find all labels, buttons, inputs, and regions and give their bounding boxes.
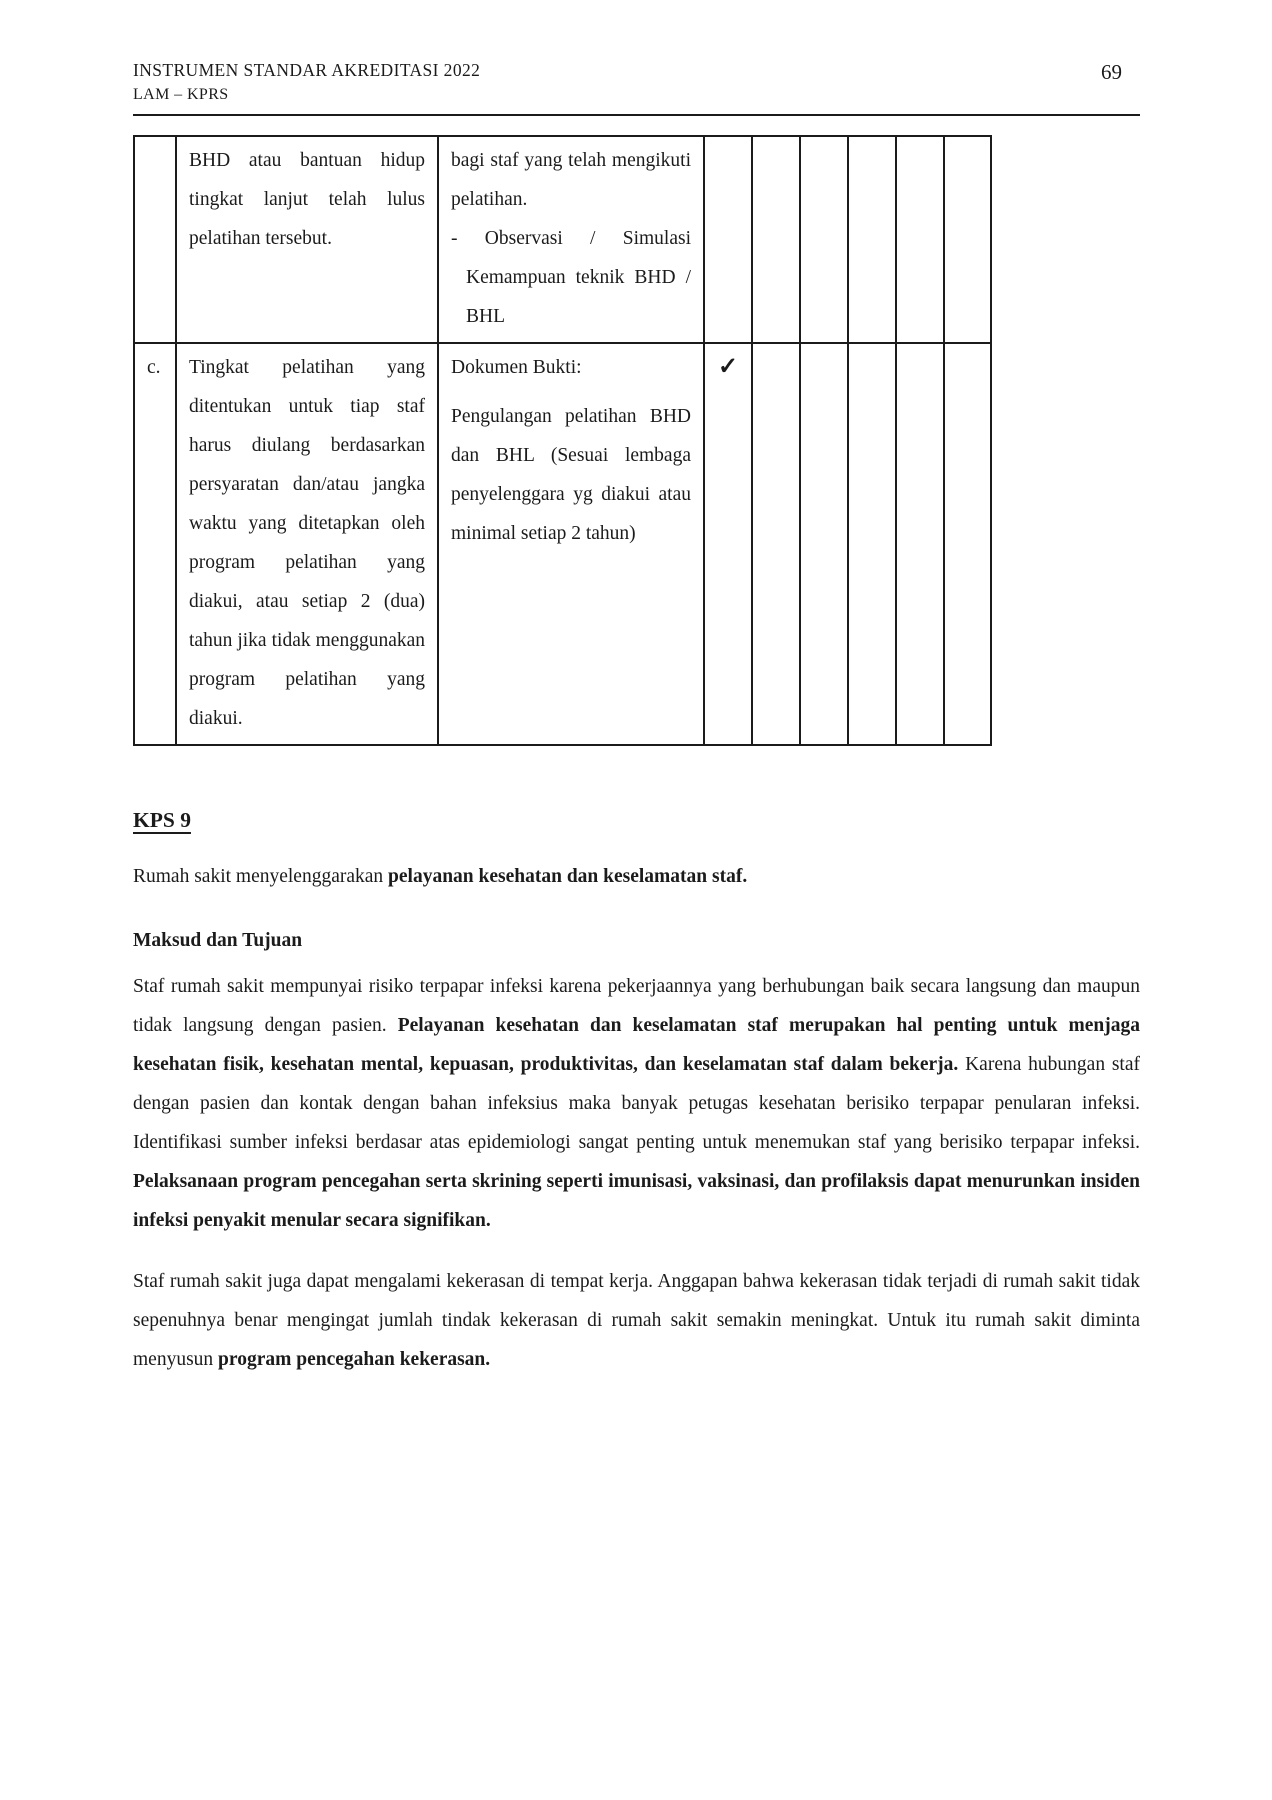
item-letter-cell (134, 136, 176, 343)
score-cell (944, 136, 991, 343)
document-title: INSTRUMEN STANDAR AKREDITASI 2022 (133, 60, 481, 80)
page-header (133, 60, 1140, 116)
score-cell (704, 343, 752, 745)
standard-statement: Rumah sakit menyelenggarakan pelayanan kesehatan dan keselamatan staf. (133, 866, 748, 887)
body-paragraph: Staf rumah sakit juga dapat mengalami kekerasan di tempat kerja. Anggapan bahwa kekerasan tidak terjadi di rumah sakit tidak sepenuhnya benar mengingat jumlah tindak kekerasan di rumah sakit semakin meningkat. Untuk itu rumah sakit diminta menyusun program pencegahan kekerasan. (133, 1271, 1140, 1370)
item-letter-cell: c. (134, 343, 176, 745)
criteria-cell (176, 343, 438, 745)
section-heading: KPS 9 (133, 808, 191, 832)
evidence-cell (438, 343, 704, 745)
table-row (134, 136, 991, 343)
evidence-text: bagi staf yang telah mengikuti pelatihan. (451, 150, 691, 210)
criteria-cell (176, 136, 438, 343)
score-cell (944, 343, 991, 745)
document-subtitle: LAM – KPRS (133, 86, 229, 103)
assessment-table (133, 135, 992, 746)
criteria-text: BHD atau bantuan hidup tingkat lanjut telah lulus pelatihan tersebut. (189, 150, 425, 249)
evidence-label: Dokumen Bukti: (451, 357, 582, 378)
score-cell (800, 136, 848, 343)
score-cell (848, 136, 896, 343)
page-number: 69 (1101, 60, 1122, 84)
section-subheading: Maksud dan Tujuan (133, 930, 303, 951)
check-mark: ✓ (717, 354, 739, 380)
header-titles (133, 60, 480, 104)
score-cell (848, 343, 896, 745)
score-cell (704, 136, 752, 343)
evidence-cell (438, 136, 704, 343)
score-cell (896, 343, 944, 745)
score-cell (752, 343, 800, 745)
table-row (134, 343, 991, 745)
evidence-text: Pengulangan pelatihan BHD dan BHL (Sesuai lembaga penyelenggara yg diakui atau minimal setiap 2 tahun) (451, 406, 691, 544)
score-cell (752, 136, 800, 343)
score-cell (800, 343, 848, 745)
evidence-list-item: - Observasi / Simulasi Kemampuan teknik BHD / BHL (451, 228, 691, 327)
score-cell (896, 136, 944, 343)
body-paragraph: Staf rumah sakit mempunyai risiko terpapar infeksi karena pekerjaannya yang berhubungan baik secara langsung dan maupun tidak langsung dengan pasien. Pelayanan kesehatan dan keselamatan staf merupakan hal penting untuk menjaga kesehatan fisik, kesehatan mental, kepuasan, produktivitas, dan keselamatan staf dalam bekerja. Karena hubungan staf dengan pasien dan kontak dengan bahan infeksius maka banyak petugas kesehatan berisiko terpapar penularan infeksi. Identifikasi sumber infeksi berdasar atas epidemiologi sangat penting untuk menemukan staf yang berisiko terpapar infeksi. Pelaksanaan program pencegahan serta skrining seperti imunisasi, vaksinasi, dan profilaksis dapat menurunkan insiden infeksi penyakit menular secara signifikan. (133, 976, 1140, 1231)
criteria-text: Tingkat pelatihan yang ditentukan untuk tiap staf harus diulang berdasarkan persyaratan dan/atau jangka waktu yang ditetapkan oleh program pelatihan yang diakui, atau setiap 2 (dua) tahun jika tidak menggunakan program pelatihan yang diakui. (189, 357, 425, 729)
